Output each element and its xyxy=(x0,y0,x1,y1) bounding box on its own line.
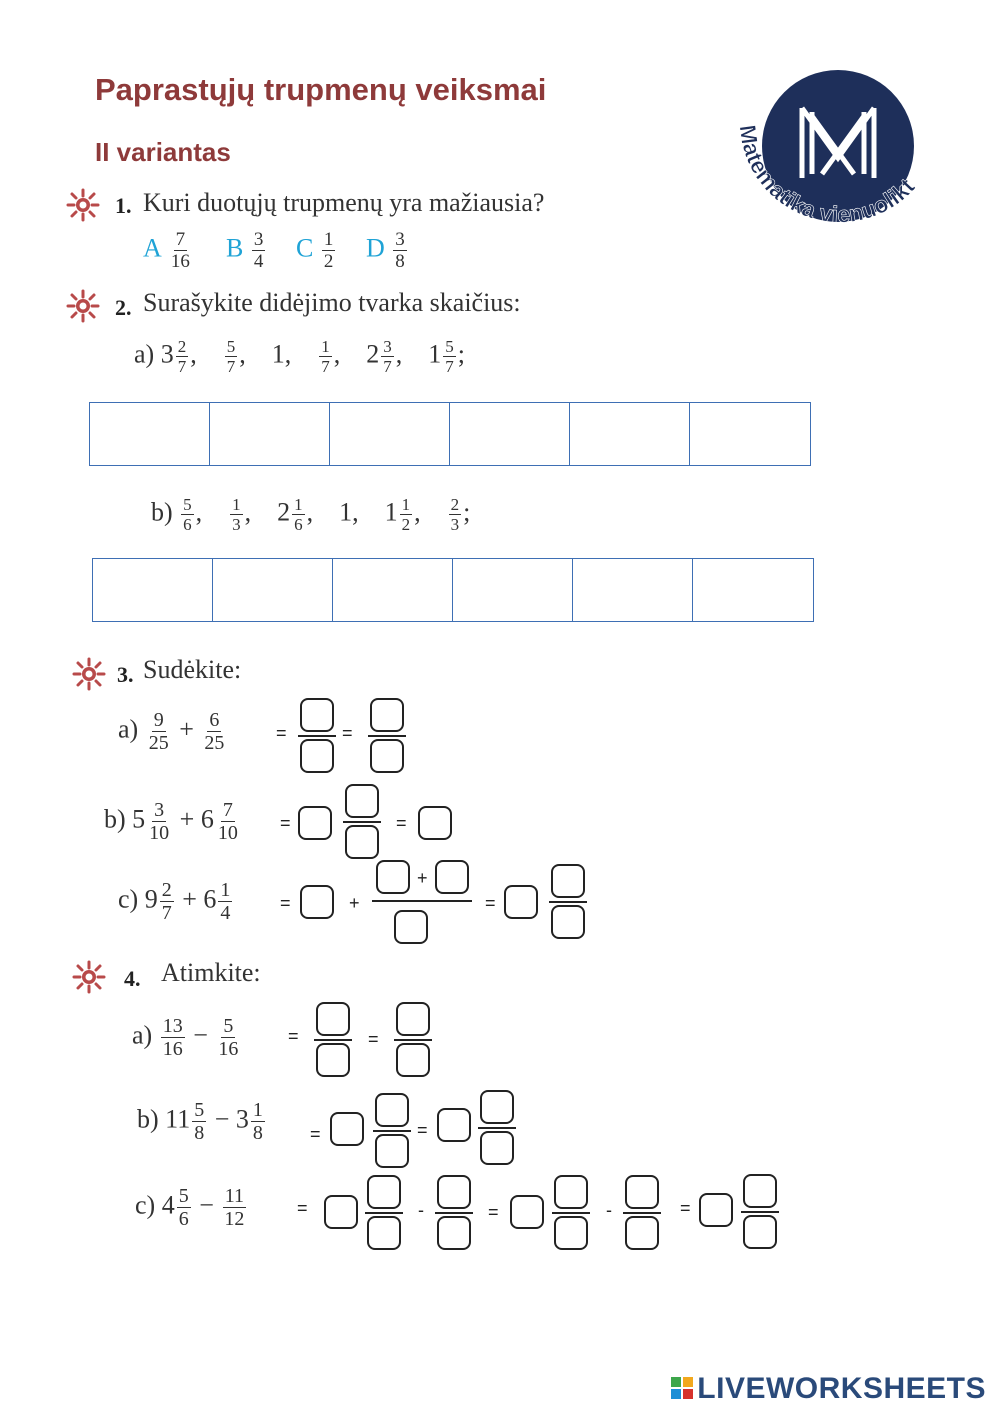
numerator: 3 xyxy=(383,337,392,356)
whole-input[interactable] xyxy=(324,1195,358,1229)
fraction-bar xyxy=(394,1039,432,1041)
answer-cell[interactable] xyxy=(93,559,213,621)
numerator: 5 xyxy=(178,1185,189,1207)
numerator: 1 xyxy=(321,337,330,356)
numerator: 5 xyxy=(445,337,454,356)
whole-input[interactable] xyxy=(510,1195,544,1229)
fraction-bar xyxy=(552,1212,590,1214)
numerator: 3 xyxy=(395,229,405,250)
numerator: 2 xyxy=(161,879,172,901)
whole-part: 9 xyxy=(144,884,158,914)
numerator: 1 xyxy=(220,879,231,901)
fraction-bar xyxy=(478,1127,516,1129)
whole-part: 1 xyxy=(271,339,285,369)
star-icon xyxy=(72,657,106,691)
denominator-input[interactable] xyxy=(625,1216,659,1250)
numerator-input[interactable] xyxy=(300,698,334,732)
whole-input[interactable] xyxy=(437,1108,471,1142)
denominator: 8 xyxy=(252,1122,263,1144)
option-letter: B xyxy=(226,233,244,263)
equals-sign: = xyxy=(396,813,407,833)
whole-part: 11 xyxy=(165,1104,191,1134)
equals-sign: = xyxy=(680,1198,691,1218)
numerator: 5 xyxy=(194,1099,205,1121)
whole-part: 2 xyxy=(366,339,380,369)
answer-input[interactable] xyxy=(418,806,452,840)
numerator-input[interactable] xyxy=(480,1090,514,1124)
item-label: b) xyxy=(104,804,126,834)
denominator: 3 xyxy=(450,515,460,534)
denominator: 7 xyxy=(445,357,454,376)
denominator-input[interactable] xyxy=(437,1216,471,1250)
numerator: 2 xyxy=(450,495,460,514)
numerator: 11 xyxy=(224,1185,244,1207)
question-number: 1. xyxy=(115,193,132,218)
denominator: 4 xyxy=(220,902,231,924)
numerator-input[interactable] xyxy=(367,1175,401,1209)
equals-sign: = xyxy=(342,723,353,743)
fraction-bar xyxy=(549,901,587,903)
q3a-expression xyxy=(118,710,228,753)
footer-text: LIVEWORKSHEETS xyxy=(697,1372,986,1405)
q4a-expression xyxy=(132,1016,242,1059)
numerator: 2 xyxy=(177,337,187,356)
answer-cell[interactable] xyxy=(450,403,570,465)
denominator: 25 xyxy=(148,732,169,754)
item-label: a) xyxy=(118,714,139,744)
whole-part: 2 xyxy=(277,497,291,527)
operator: + xyxy=(179,714,194,744)
whole-input[interactable] xyxy=(298,806,332,840)
denominator: 2 xyxy=(401,515,411,534)
denominator: 7 xyxy=(321,357,330,376)
denominator-input[interactable] xyxy=(375,1134,409,1168)
whole-part: 6 xyxy=(203,884,217,914)
denominator: 16 xyxy=(162,1038,183,1060)
denominator: 6 xyxy=(294,515,303,534)
numerator-input[interactable] xyxy=(437,1175,471,1209)
answer-cell[interactable] xyxy=(570,403,690,465)
numerator: 13 xyxy=(162,1015,183,1037)
answer-cell[interactable] xyxy=(213,559,333,621)
option-letter: A xyxy=(143,233,161,263)
numerator-input[interactable] xyxy=(316,1002,350,1036)
denominator: 6 xyxy=(178,1208,189,1230)
numerator: 1 xyxy=(252,1099,263,1121)
whole-input[interactable] xyxy=(300,885,334,919)
whole-input[interactable] xyxy=(330,1112,364,1146)
equals-sign: = xyxy=(280,893,291,913)
item-label: c) xyxy=(118,884,139,914)
option-b[interactable] xyxy=(226,230,267,271)
fraction-bar xyxy=(373,1130,411,1132)
operator: − xyxy=(199,1190,214,1220)
question-text: Sudėkite: xyxy=(143,655,242,684)
option-letter: C xyxy=(296,233,314,263)
numerator-input[interactable] xyxy=(396,1002,430,1036)
q2a-numbers: a) 3 $\frac{2}{7}$ , $\frac{5}{7}$ , 1, $\frac{1}{7}$ , 2 $\frac{3}{7}$ , 1 $\frac{5}{7}$ ; xyxy=(134,337,465,376)
denominator: 7 xyxy=(161,902,172,924)
denominator-input[interactable] xyxy=(554,1216,588,1250)
numerator-input[interactable] xyxy=(376,860,410,894)
q4c-expression xyxy=(135,1186,248,1229)
denominator: 8 xyxy=(194,1122,205,1144)
equals-sign: = xyxy=(288,1026,299,1046)
liveworksheets-logo-icon xyxy=(671,1377,695,1401)
fraction-bar xyxy=(368,735,406,737)
numerator-input[interactable] xyxy=(743,1174,777,1208)
q2b-numbers: b) $\frac{5}{6}$ , $\frac{1}{3}$ , 2 $\frac{1}{6}$ , 1, 1 $\frac{1}{2}$ , $\frac{2}{3}$ ; xyxy=(151,495,471,534)
item-label: c) xyxy=(135,1190,156,1220)
question-number: 4. xyxy=(124,966,141,991)
option-d[interactable] xyxy=(366,230,409,271)
whole-part: 1 xyxy=(384,497,398,527)
logo-text: Matematika vienuolikt xyxy=(734,123,920,228)
denominator: 8 xyxy=(395,251,405,272)
answer-cell[interactable] xyxy=(453,559,573,621)
item-label: b) xyxy=(137,1104,159,1134)
footer-brand xyxy=(671,1372,986,1406)
star-icon xyxy=(72,960,106,994)
equals-sign: = xyxy=(368,1029,379,1049)
equals-sign: = xyxy=(297,1198,308,1218)
denominator: 10 xyxy=(149,822,170,844)
numerator: 5 xyxy=(223,1015,234,1037)
denominator: 25 xyxy=(204,732,225,754)
answer-cell[interactable] xyxy=(330,403,450,465)
answer-cell[interactable] xyxy=(333,559,453,621)
whole-part: 5 xyxy=(132,804,146,834)
item-label: b) xyxy=(151,497,173,527)
fraction-bar xyxy=(365,1212,403,1214)
fraction-bar xyxy=(372,900,472,902)
denominator: 2 xyxy=(323,251,334,272)
answer-cell[interactable] xyxy=(693,559,813,621)
numerator: 5 xyxy=(183,495,192,514)
equals-sign: = xyxy=(310,1124,321,1144)
numerator-input[interactable] xyxy=(370,698,404,732)
q3c-expression xyxy=(118,880,234,923)
numerator: 1 xyxy=(294,495,303,514)
numerator: 6 xyxy=(209,709,220,731)
q4b-expression xyxy=(137,1100,267,1143)
answer-cell[interactable] xyxy=(690,403,810,465)
numerator-input[interactable] xyxy=(375,1093,409,1127)
denominator: 7 xyxy=(226,357,236,376)
denominator: 4 xyxy=(253,251,264,272)
whole-part: 1 xyxy=(428,339,442,369)
fraction-bar xyxy=(314,1039,352,1041)
star-icon xyxy=(66,188,100,222)
plus-sign: + xyxy=(417,868,428,888)
whole-part: 3 xyxy=(235,1104,249,1134)
equals-sign: = xyxy=(280,813,291,833)
page-subtitle: II variantas xyxy=(95,137,231,167)
numerator: 3 xyxy=(154,799,165,821)
numerator-input[interactable] xyxy=(554,1175,588,1209)
numerator: 9 xyxy=(153,709,164,731)
option-letter: D xyxy=(366,233,385,263)
numerator: 7 xyxy=(175,229,186,250)
item-label: a) xyxy=(134,339,155,369)
denominator: 6 xyxy=(183,515,192,534)
numerator: 7 xyxy=(222,799,233,821)
operator: + xyxy=(179,804,195,834)
whole-part: 3 xyxy=(160,339,174,369)
numerator: 5 xyxy=(226,337,236,356)
denominator-input[interactable] xyxy=(370,739,404,773)
plus-sign: + xyxy=(349,893,360,913)
equals-sign: = xyxy=(417,1120,428,1140)
denominator: 16 xyxy=(218,1038,239,1060)
numerator-input[interactable] xyxy=(345,784,379,818)
q2b-answer-row xyxy=(92,558,814,622)
minus-sign: - xyxy=(418,1200,424,1220)
whole-part: 4 xyxy=(161,1190,175,1220)
whole-input[interactable] xyxy=(504,885,538,919)
fraction-bar xyxy=(435,1212,473,1214)
denominator-input[interactable] xyxy=(345,825,379,859)
q2a-answer-row xyxy=(89,402,811,466)
whole-input[interactable] xyxy=(699,1193,733,1227)
numerator: 3 xyxy=(253,229,264,250)
denominator: 12 xyxy=(224,1208,245,1230)
denominator-input[interactable] xyxy=(480,1131,514,1165)
denominator: 7 xyxy=(177,357,187,376)
logo xyxy=(722,68,922,268)
numerator-input[interactable] xyxy=(551,864,585,898)
denominator-input[interactable] xyxy=(394,910,428,944)
question-text: Kuri duotųjų trupmenų yra mažiausia? xyxy=(143,188,545,217)
denominator-input[interactable] xyxy=(396,1043,430,1077)
denominator-input[interactable] xyxy=(743,1215,777,1249)
question-number: 2. xyxy=(115,295,132,320)
operator: + xyxy=(182,884,197,914)
item-label: a) xyxy=(132,1020,153,1050)
equals-sign: = xyxy=(276,723,287,743)
operator: − xyxy=(193,1020,208,1050)
minus-sign: - xyxy=(606,1200,612,1220)
page-title: Paprastųjų trupmenų veiksmai xyxy=(95,72,547,107)
question-text: Atimkite: xyxy=(161,958,261,987)
denominator: 16 xyxy=(170,251,190,272)
equals-sign: = xyxy=(488,1202,499,1222)
option-a[interactable] xyxy=(143,230,194,271)
question-number: 3. xyxy=(117,662,134,687)
whole-part: 1 xyxy=(339,497,353,527)
equals-sign: = xyxy=(485,893,496,913)
numerator: 1 xyxy=(323,229,334,250)
q3b-expression xyxy=(104,800,242,843)
numerator-input[interactable] xyxy=(435,860,469,894)
fraction-bar xyxy=(741,1211,779,1213)
denominator-input[interactable] xyxy=(551,905,585,939)
denominator: 7 xyxy=(383,357,392,376)
denominator-input[interactable] xyxy=(367,1216,401,1250)
answer-cell[interactable] xyxy=(90,403,210,465)
fraction-bar xyxy=(298,735,336,737)
fraction-bar xyxy=(343,821,381,823)
question-text: Surašykite didėjimo tvarka skaičius: xyxy=(143,288,521,317)
operator: − xyxy=(214,1104,230,1134)
denominator: 3 xyxy=(232,515,241,534)
star-icon xyxy=(66,289,100,323)
option-c[interactable] xyxy=(296,230,337,271)
numerator: 1 xyxy=(232,495,241,514)
fraction-bar xyxy=(623,1212,661,1214)
answer-cell[interactable] xyxy=(573,559,693,621)
numerator: 1 xyxy=(401,495,411,514)
numerator-input[interactable] xyxy=(625,1175,659,1209)
denominator-input[interactable] xyxy=(300,739,334,773)
denominator: 10 xyxy=(217,822,238,844)
answer-cell[interactable] xyxy=(210,403,330,465)
whole-part: 6 xyxy=(200,804,214,834)
denominator-input[interactable] xyxy=(316,1043,350,1077)
